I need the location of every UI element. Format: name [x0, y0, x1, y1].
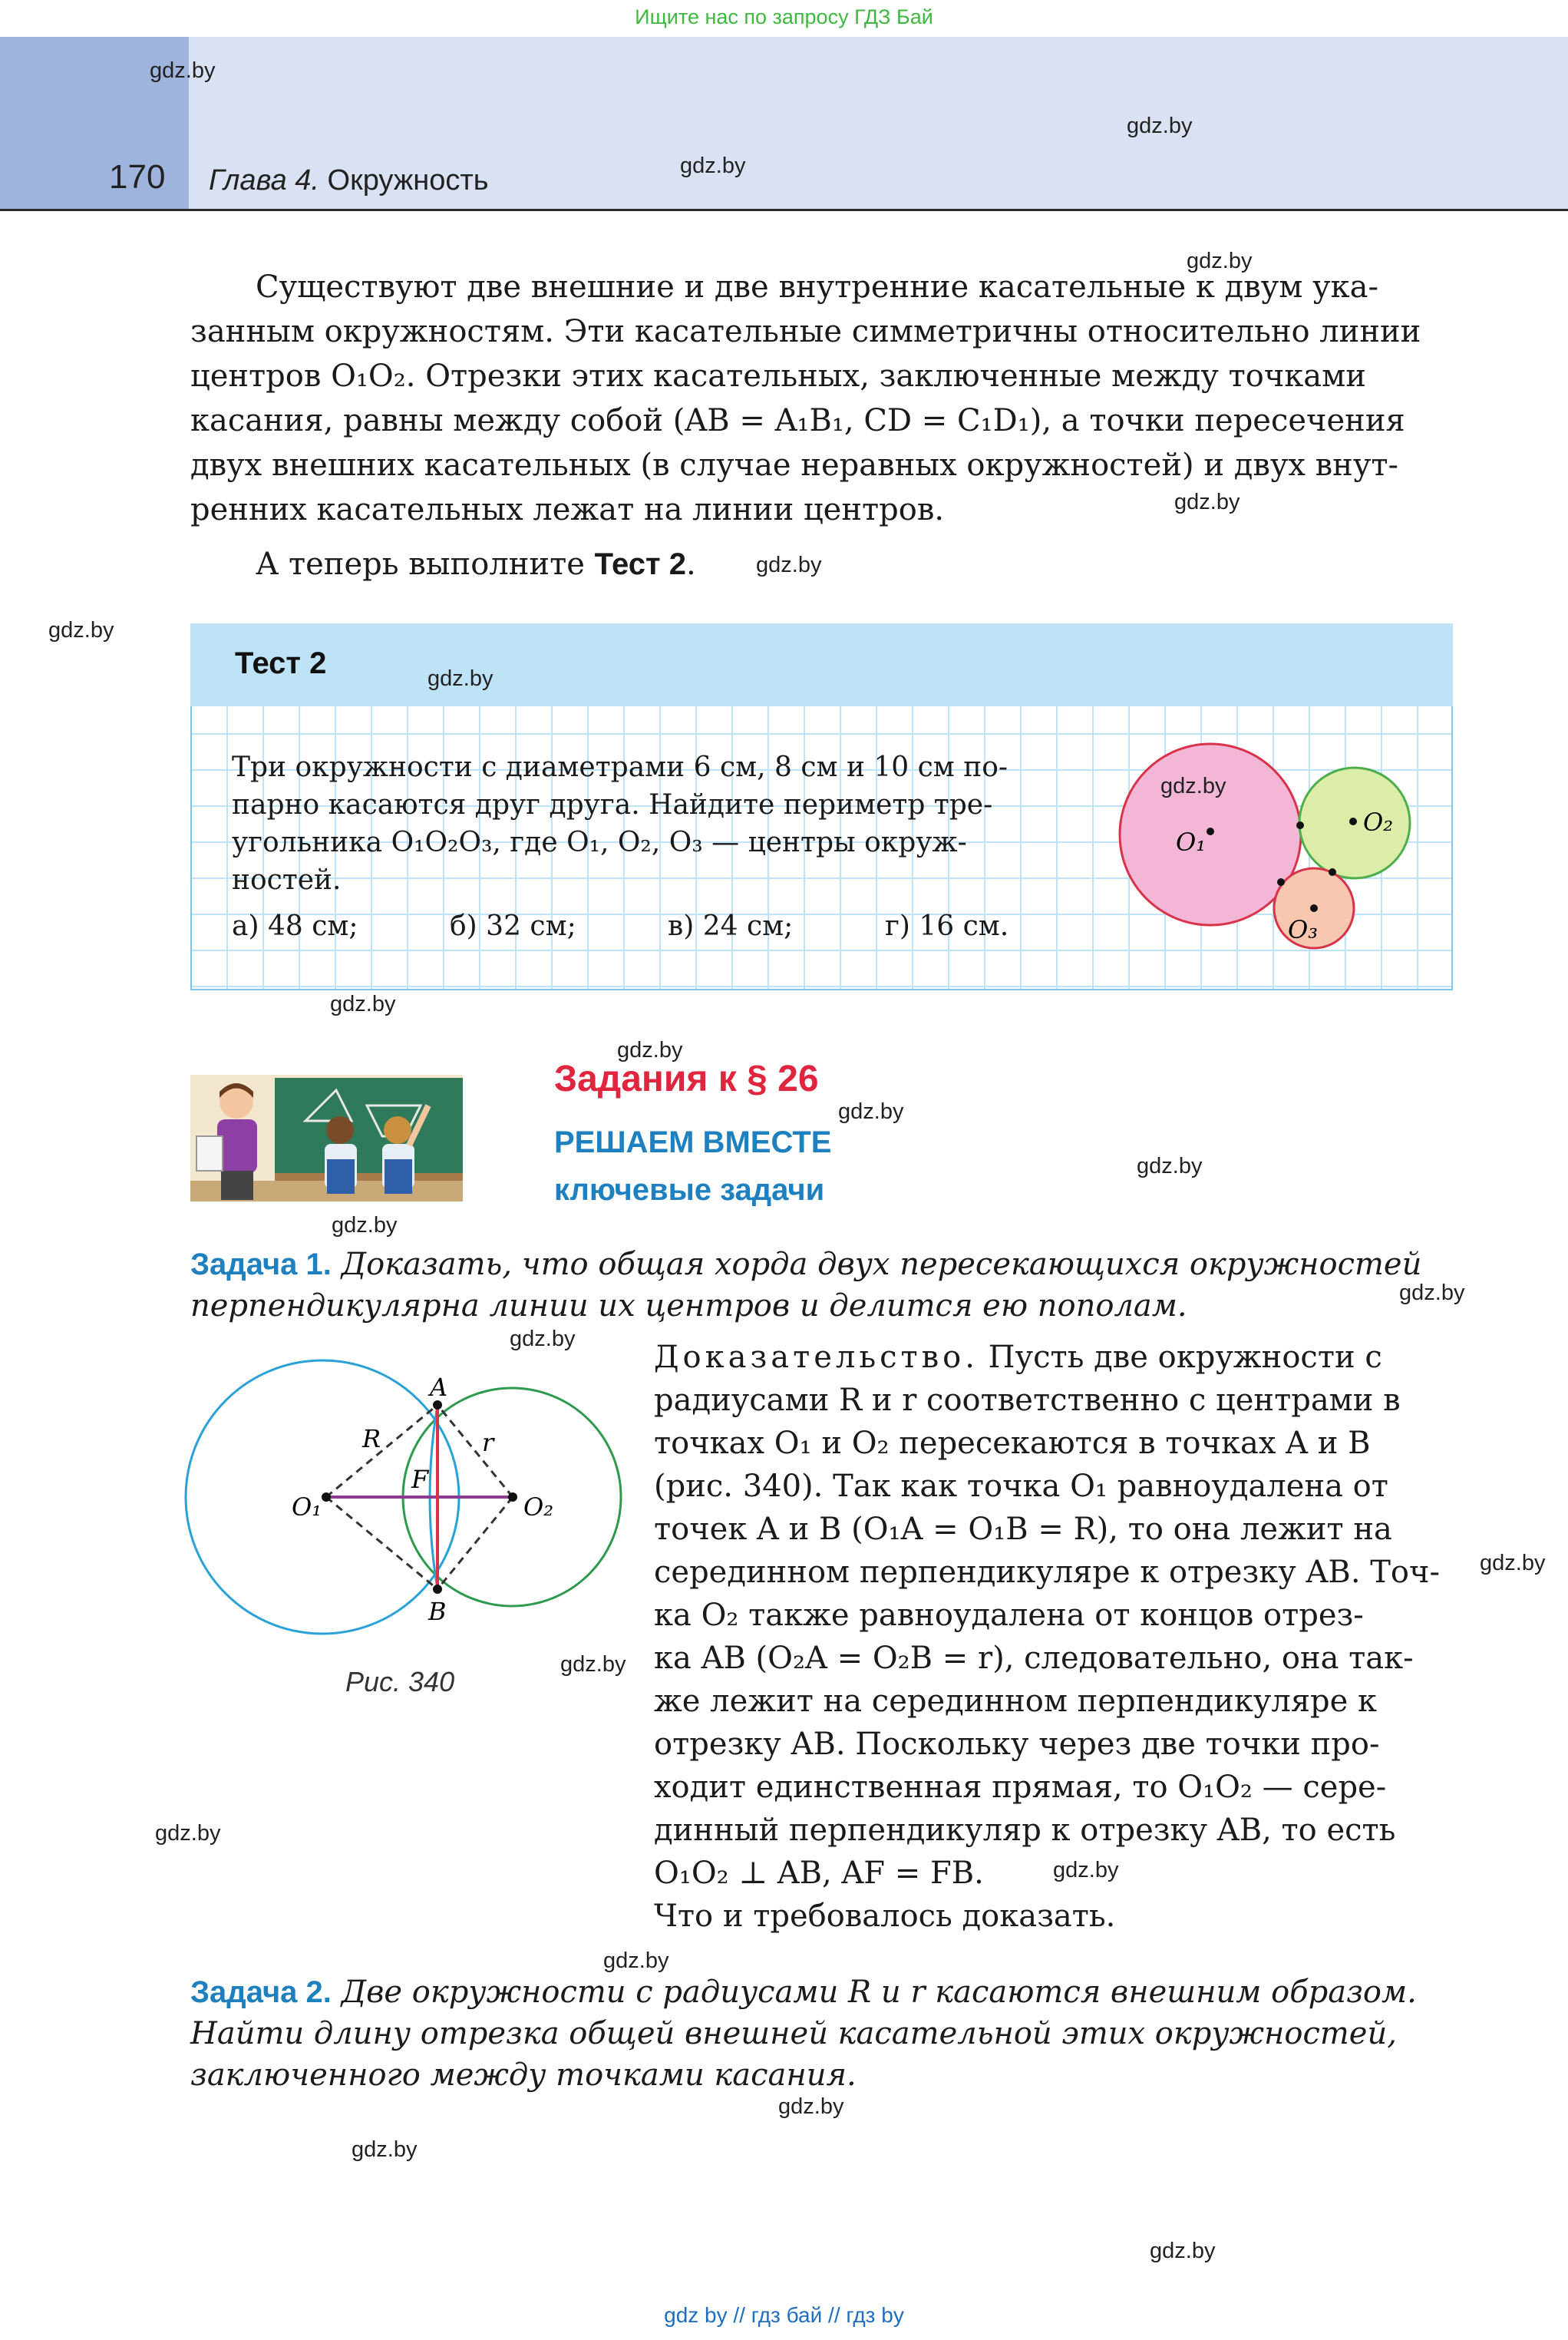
test-prompt-text: А теперь выполните	[256, 547, 585, 582]
task1-proof	[654, 1336, 1449, 1938]
watermark: gdz.by	[510, 1327, 576, 1351]
test2-title: Тест 2	[235, 646, 327, 680]
test2-option-d[interactable]: г) 16 см.	[885, 911, 1009, 942]
watermark: gdz.by	[603, 1948, 669, 1973]
watermark: gdz.by	[1150, 2239, 1216, 2263]
watermark: gdz.by	[352, 2137, 418, 2162]
intro-line: центров O₁O₂. Отрезки этих касательных, заключенные между точками	[190, 359, 1366, 394]
label-o1: O₁	[1176, 828, 1207, 857]
test2-question-line: парно касаются друг друга. Найдите периметр тре-	[232, 789, 993, 821]
figure-340	[184, 1351, 629, 1643]
proof-line: (рис. 340). Так как точка O₁ равноудалена от	[654, 1469, 1388, 1504]
label-r-small: r	[482, 1428, 494, 1457]
proof-line: точек A и B (O₁A = O₁B = R), то она лежит на	[654, 1512, 1392, 1547]
label-o3: O₃	[1288, 915, 1319, 944]
watermark: gdz.by	[560, 1652, 626, 1677]
chapter-heading	[209, 164, 489, 197]
proof-label: Доказательство.	[654, 1340, 979, 1375]
label-o2: O₂	[1363, 808, 1394, 837]
proof-line: радиусами R и r соответственно с центрами в	[654, 1383, 1401, 1418]
section-subtitle-key-tasks: ключевые задачи	[554, 1173, 825, 1207]
center-o3	[1310, 904, 1318, 912]
watermark: gdz.by	[1127, 114, 1193, 138]
task1-statement	[190, 1244, 1464, 1327]
test2-header	[190, 623, 1453, 706]
watermark: gdz.by	[1187, 249, 1253, 273]
proof-line: Пусть две окружности с	[988, 1340, 1382, 1375]
watermark: gdz.by	[332, 1213, 398, 1238]
task2-statement-line: заключенного между точками касания.	[190, 2057, 857, 2093]
test2-option-b[interactable]: б) 32 см;	[450, 911, 576, 942]
test2-question-line: Три окружности с диаметрами 6 см, 8 см и 10 см по-	[232, 752, 1008, 783]
test2-option-a[interactable]: а) 48 см;	[232, 911, 358, 942]
proof-line: серединном перпендикуляре к отрезку AB. Точ-	[654, 1555, 1440, 1590]
footer-links[interactable]: gdz by // гдз бай // гдз by	[664, 2303, 904, 2327]
watermark: gdz.by	[1174, 490, 1240, 514]
test2-option-c[interactable]: в) 24 см;	[668, 911, 794, 942]
task2-statement	[190, 1971, 1464, 2096]
label-b: B	[428, 1597, 447, 1626]
proof-line: динный перпендикуляр к отрезку AB, то есть	[654, 1813, 1396, 1848]
test2-question	[232, 749, 1045, 899]
watermark: gdz.by	[155, 1821, 221, 1846]
intro-line: Существуют две внешние и две внутренние касательные к двум ука-	[256, 269, 1379, 305]
proof-line: точках O₁ и O₂ пересекаются в точках A и B	[654, 1426, 1371, 1461]
watermark: gdz.by	[1137, 1154, 1203, 1178]
proof-line: ка O₂ также равноудалена от концов отрез-	[654, 1598, 1364, 1633]
label-a: A	[430, 1373, 448, 1402]
tangency-point	[1329, 868, 1336, 876]
test2-question-line: угольника O₁O₂O₃, где O₁, O₂, O₃ — центры окруж-	[232, 827, 967, 858]
three-circles-figure	[1105, 729, 1428, 960]
proof-conclusion: Что и требовалось доказать.	[654, 1899, 1116, 1934]
teacher-students-icon	[190, 1075, 463, 1201]
task2-statement-line: Две окружности с радиусами R и r касаются внешним образом.	[341, 1975, 1417, 2010]
label-o2: O₂	[523, 1492, 554, 1522]
proof-line: ка AB (O₂A = O₂B = r), следовательно, она так-	[654, 1641, 1414, 1676]
watermark: gdz.by	[1053, 1858, 1119, 1882]
label-o1: O₁	[292, 1492, 322, 1522]
tangency-point	[1296, 821, 1304, 829]
proof-line: O₁O₂ ⊥ AB, AF = FB.	[654, 1856, 984, 1891]
watermark: gdz.by	[330, 992, 396, 1016]
test-prompt-link[interactable]: Тест 2	[594, 547, 686, 581]
intro-line: касания, равны между собой (AB = A₁B₁, CD = C₁D₁), а точки пересечения	[190, 403, 1405, 438]
intro-line: двух внешних касательных (в случае неравных окружностей) и двух внут-	[190, 448, 1399, 483]
intro-paragraph	[190, 265, 1453, 532]
task2-statement-line: Найти длину отрезка общей внешней касательной этих окружностей,	[190, 2016, 1397, 2051]
intro-line: ренних касательных лежат на линии центров.	[190, 492, 945, 527]
label-r-big: R	[362, 1424, 381, 1453]
chapter-title: Окружность	[327, 164, 489, 197]
watermark: gdz.by	[1160, 774, 1226, 798]
tangency-point	[1277, 878, 1285, 886]
figure-caption: Рис. 340	[345, 1666, 455, 1697]
test2-question-line: ностей.	[232, 864, 342, 896]
page-number: 170	[109, 158, 166, 196]
proof-line: ходит единственная прямая, то O₁O₂ — сере-	[654, 1770, 1387, 1805]
proof-line: же лежит на серединном перпендикуляре к	[654, 1684, 1378, 1719]
top-banner: Ищите нас по запросу ГДЗ Бай	[635, 5, 933, 28]
proof-line: отрезку AB. Поскольку через две точки про-	[654, 1727, 1380, 1762]
watermark: gdz.by	[1480, 1551, 1546, 1575]
watermark: gdz.by	[778, 2094, 844, 2119]
task1-statement-line: Доказать, что общая хорда двух пересекающихся окружностей	[341, 1247, 1422, 1282]
watermark: gdz.by	[838, 1099, 904, 1124]
watermark: gdz.by	[756, 553, 822, 577]
chapter-prefix: Глава 4.	[209, 164, 319, 197]
watermark: gdz.by	[150, 58, 216, 83]
test-prompt: А теперь выполните Тест 2.	[256, 547, 696, 582]
watermark: gdz.by	[427, 666, 494, 691]
center-o1	[1207, 828, 1214, 835]
section-subtitle-together: РЕШАЕМ ВМЕСТЕ	[554, 1125, 832, 1159]
task2-title: Задача 2.	[190, 1975, 332, 2009]
watermark: gdz.by	[680, 154, 746, 178]
watermark: gdz.by	[1399, 1281, 1465, 1305]
watermark: gdz.by	[48, 618, 114, 643]
task1-title: Задача 1.	[190, 1248, 332, 1281]
task1-statement-line: перпендикулярна линии их центров и делится ею пополам.	[190, 1288, 1187, 1324]
watermark: gdz.by	[617, 1038, 683, 1063]
label-f: F	[411, 1465, 429, 1494]
header-rule	[0, 209, 1568, 211]
section-title: Задания к § 26	[554, 1059, 819, 1099]
center-o2	[1349, 818, 1357, 825]
intro-line: занным окружностям. Эти касательные симметричны относительно линии	[190, 314, 1421, 349]
